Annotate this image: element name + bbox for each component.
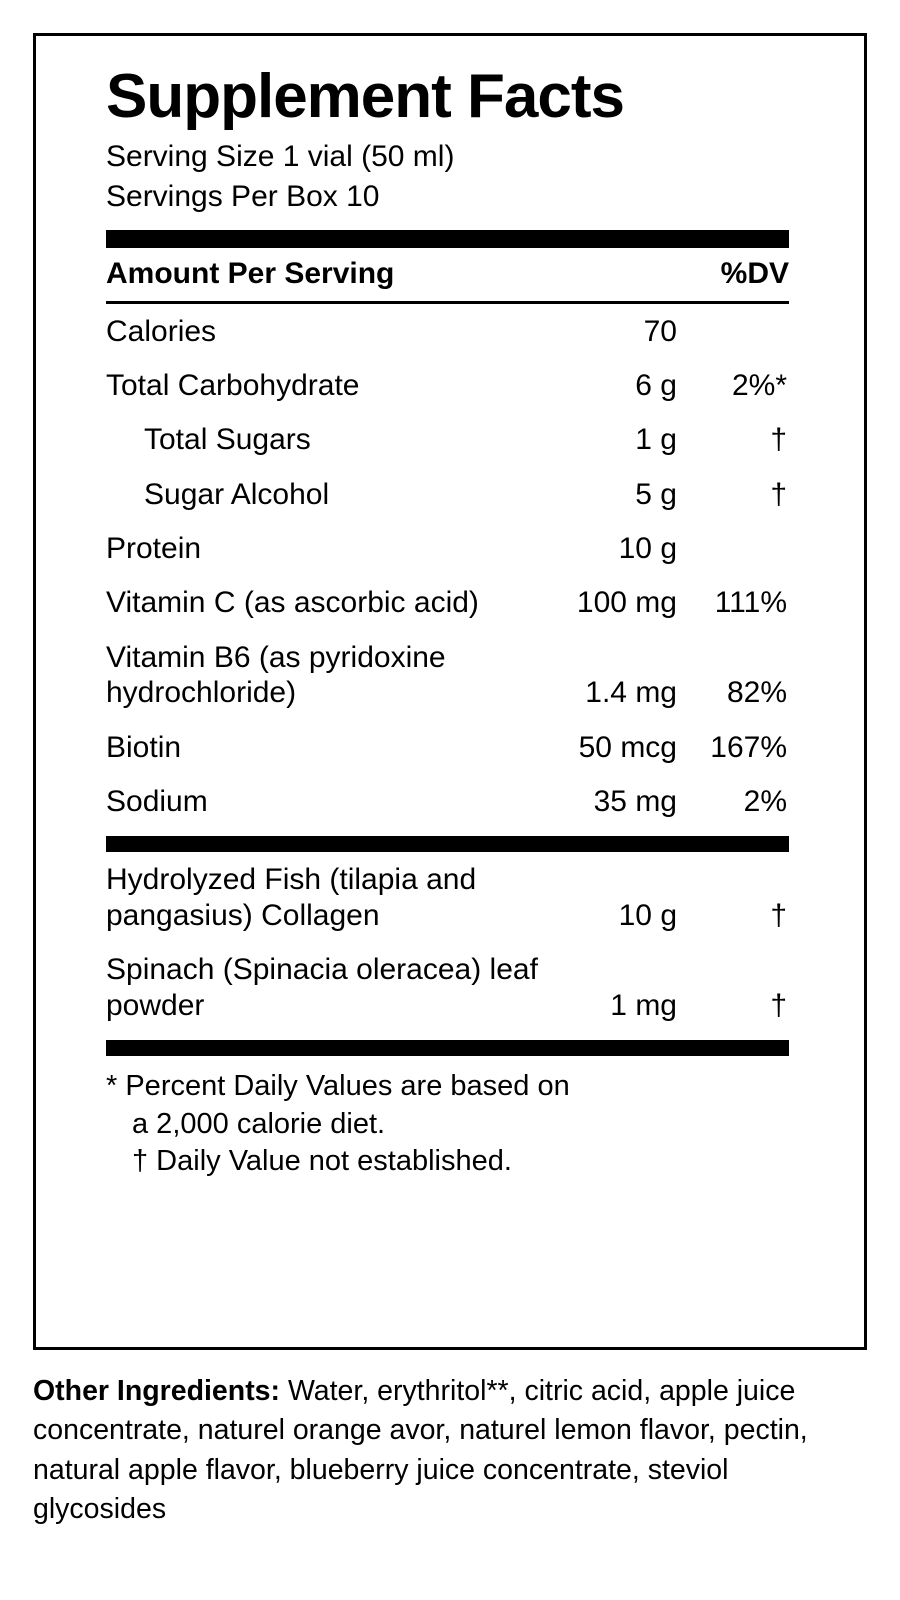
nutrient-dv: † (770, 477, 787, 511)
nutrient-amount: 10 g (618, 532, 677, 566)
table-row (106, 852, 789, 942)
ingredient-dv: † (770, 988, 787, 1022)
nutrient-amount: 1 g (635, 423, 677, 457)
page-title: Supplement Facts (106, 62, 624, 131)
nutrient-name: Total Sugars (144, 423, 311, 457)
panel-inner (106, 64, 789, 1181)
nutrient-dv: 167% (710, 730, 787, 764)
nutrient-dv: 82% (726, 676, 787, 710)
serving-size: Serving Size 1 vial (50 ml) (106, 139, 455, 173)
nutrient-amount: 100 mg (576, 586, 677, 620)
nutrient-amount: 5 g (635, 477, 677, 511)
table-row (106, 774, 789, 828)
nutrient-name: Protein (106, 532, 202, 566)
supplement-facts-panel (33, 33, 867, 1350)
other-ingredients-label: Other Ingredients: (33, 1375, 281, 1407)
table-row (106, 942, 789, 1032)
dv-label: %DV (720, 257, 789, 291)
footnote-dagger: † Daily Value not established. (132, 1145, 512, 1178)
nutrient-name: Calories (106, 314, 217, 348)
nutrient-dv (679, 304, 789, 358)
table-row (106, 358, 789, 412)
divider-thick-top (106, 230, 789, 248)
ingredient-name: Spinach (Spinacia oleracea) leaf powder (106, 953, 538, 1022)
ingredient-amount: 1 mg (610, 988, 677, 1022)
nutrient-dv: 2%* (731, 368, 787, 402)
nutrient-amount: 50 mcg (578, 730, 677, 764)
nutrient-name: Vitamin B6 (as pyridoxine hydrochloride) (106, 640, 446, 710)
ingredient-name: Hydrolyzed Fish (tilapia and pangasius) Collagen (106, 863, 477, 932)
nutrition-table (106, 248, 789, 300)
other-ingredients-text: Water, erythritol**, citric acid, apple juice concentrate, naturel orange avor, naturel lemon flavor, pectin, natural apple flavor, blueberry juice concentrate, steviol glycosides (33, 1375, 808, 1525)
table-row (106, 575, 789, 629)
ingredient-dv: † (770, 898, 787, 932)
nutrient-name: Vitamin C (as ascorbic acid) (106, 586, 479, 620)
servings-per-box: Servings Per Box 10 (106, 179, 380, 213)
ingredient-amount: 10 g (618, 898, 677, 932)
nutrient-amount: 70 (643, 314, 677, 348)
nutrient-dv (679, 521, 789, 575)
nutrient-dv: 111% (714, 586, 787, 620)
amount-per-serving-label: Amount Per Serving (106, 257, 395, 291)
other-ingredients (33, 1372, 833, 1529)
nutrient-name: Sodium (106, 785, 208, 819)
nutrients-table (106, 304, 789, 829)
nutrient-amount: 1.4 mg (585, 676, 677, 710)
table-row (106, 467, 789, 521)
table-row (106, 720, 789, 774)
nutrient-name: Biotin (106, 730, 182, 764)
table-row (106, 521, 789, 575)
nutrient-amount: 35 mg (593, 785, 677, 819)
nutrient-amount: 6 g (635, 368, 677, 402)
footnote-dv-basis-line1: * Percent Daily Values are based on (106, 1070, 570, 1102)
nutrient-dv: 2% (743, 785, 787, 819)
footnote-dv-basis-line2: a 2,000 calorie diet. (132, 1107, 386, 1140)
blend-table (106, 852, 789, 1032)
table-row (106, 304, 789, 358)
footnotes (106, 1056, 789, 1181)
table-row (106, 412, 789, 466)
table-header-row (106, 248, 789, 300)
nutrient-name: Sugar Alcohol (144, 477, 330, 511)
table-row (106, 630, 789, 720)
divider-thick-bottom (106, 1040, 789, 1056)
divider-thick-middle (106, 836, 789, 852)
nutrient-dv: † (770, 423, 787, 457)
nutrient-name: Total Carbohydrate (106, 368, 360, 402)
